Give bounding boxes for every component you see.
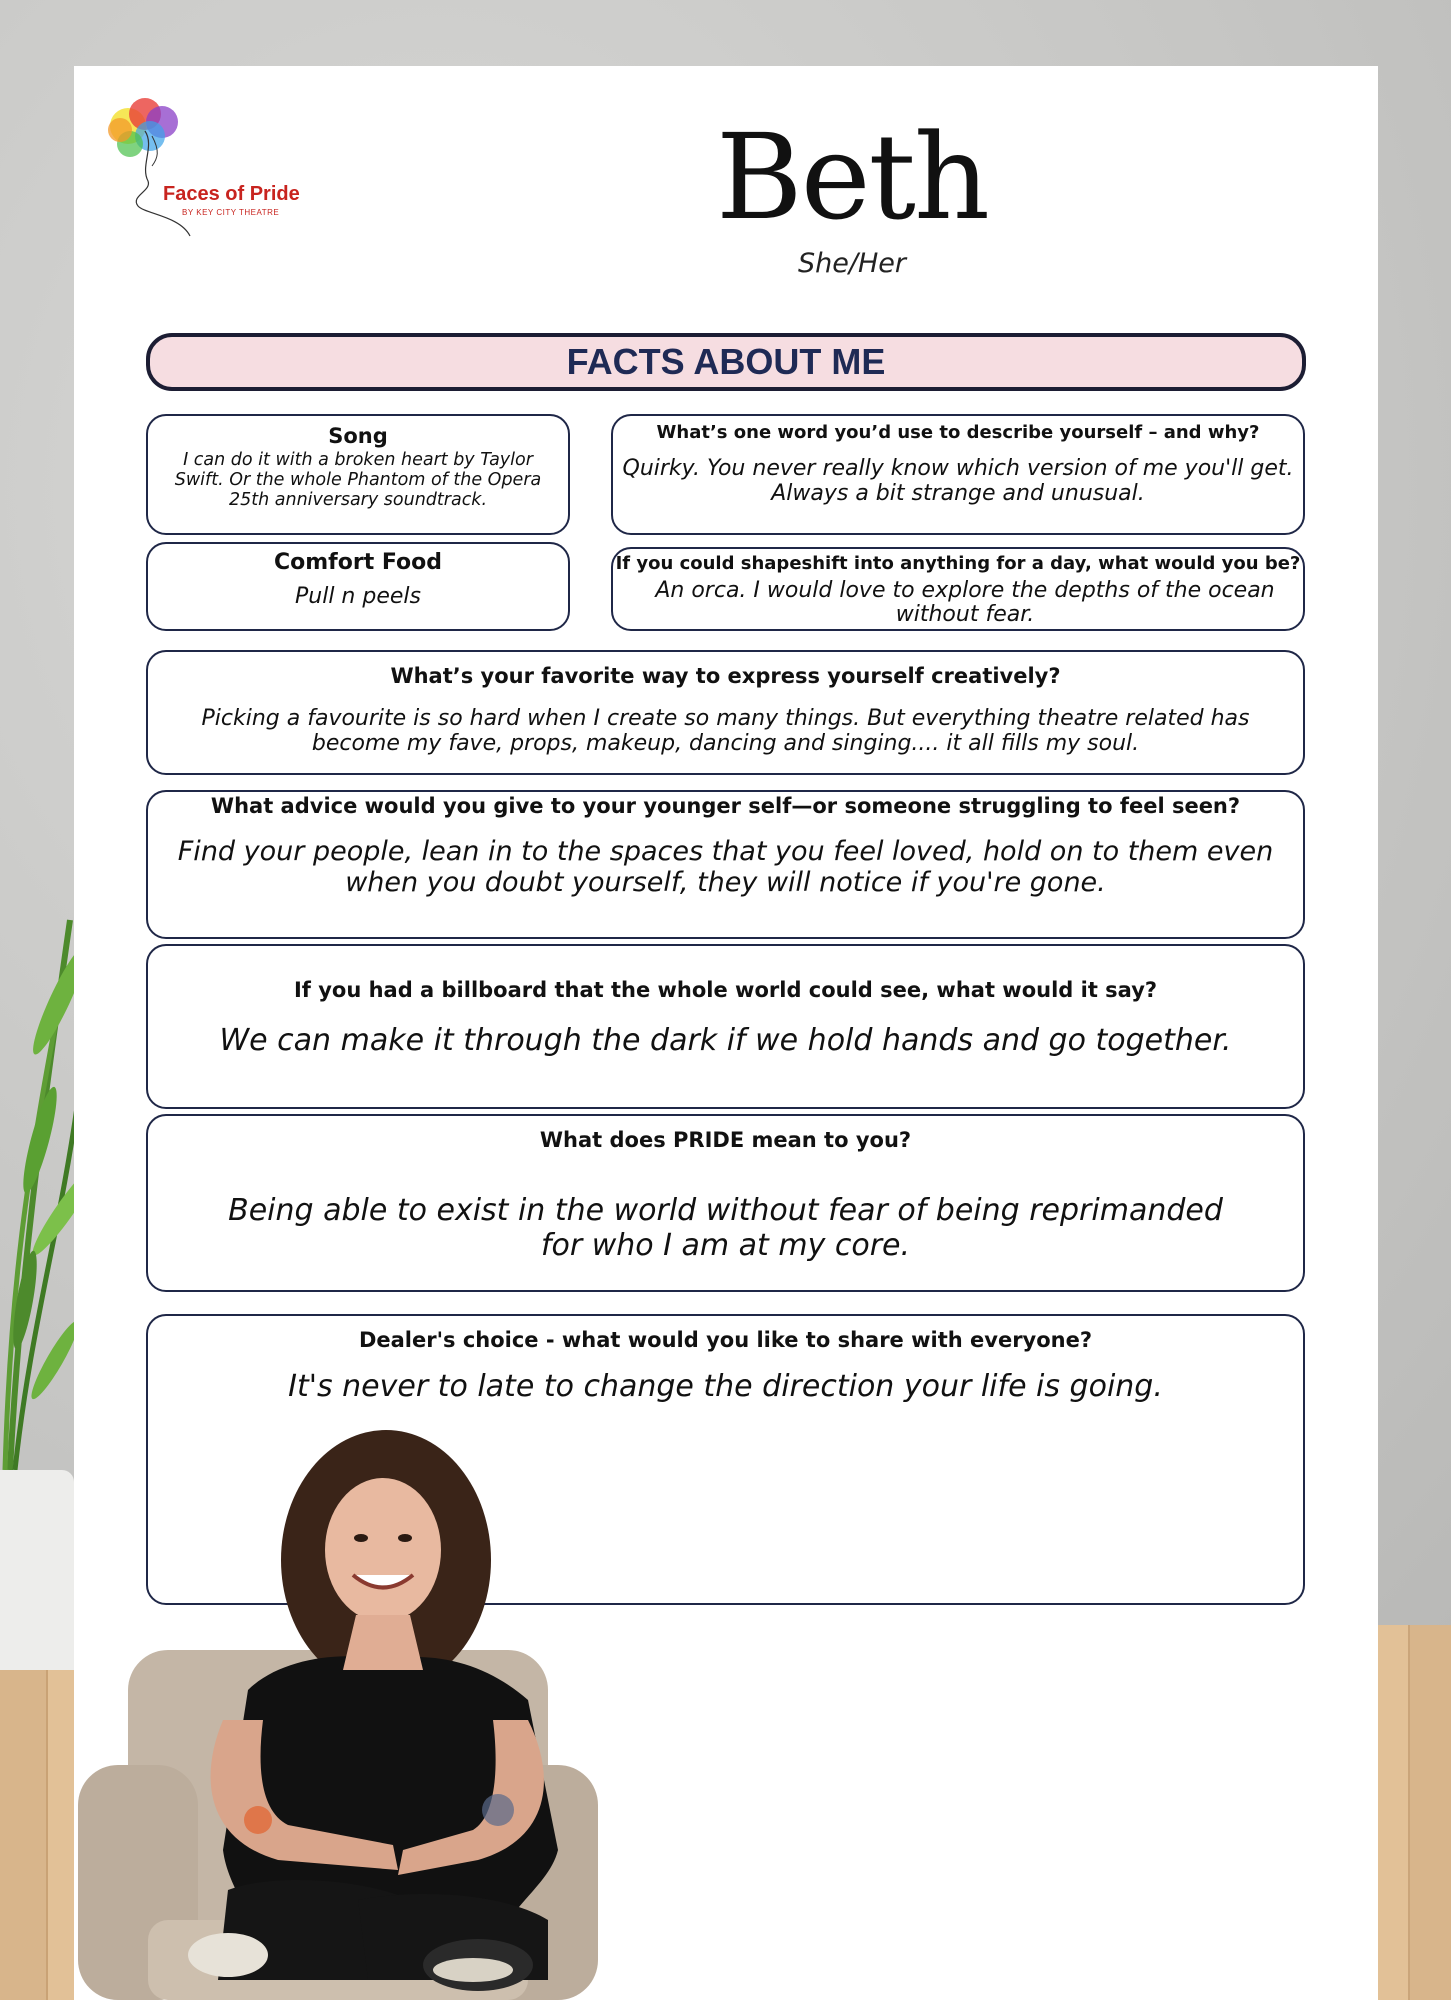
- one-word-box: [611, 414, 1305, 535]
- one-word-answer: Quirky. You never really know which version of me you'll get. Always a bit strange and unusual.: [622, 456, 1294, 507]
- pride-box: [146, 1114, 1305, 1292]
- plant-pot: [0, 1470, 74, 1670]
- creative-question: What’s your favorite way to express yourself creatively?: [390, 664, 1061, 688]
- shapeshift-answer: An orca. I would love to explore the depths of the ocean without fear.: [655, 578, 1275, 628]
- song-answer: I can do it with a broken heart by Taylor Swift. Or the whole Phantom of the Opera 25th anniversary soundtrack.: [174, 450, 542, 511]
- creative-box: [146, 650, 1305, 775]
- dealers-choice-question: Dealer's choice - what would you like to share with everyone?: [358, 1328, 1093, 1352]
- logo-subtitle: BY KEY CITY THEATRE: [182, 208, 280, 217]
- advice-box: [146, 790, 1305, 939]
- song-box: [146, 414, 570, 535]
- plant-leaves: [0, 880, 80, 1480]
- song-label: Song: [328, 424, 388, 448]
- comfort-food-box: [146, 542, 570, 631]
- billboard-box: [146, 944, 1305, 1109]
- profile-name: Beth: [716, 108, 988, 246]
- billboard-question: If you had a billboard that the whole world could see, what would it say?: [293, 978, 1158, 1002]
- logo-title: Faces of Pride: [163, 183, 300, 205]
- facts-header-title: FACTS ABOUT ME: [566, 341, 886, 382]
- creative-answer: Picking a favourite is so hard when I create so many things. But everything theatre related has become my fave, props, makeup, dancing and singing.... it all fills my soul.: [201, 706, 1250, 757]
- advice-answer: Find your people, lean in to the spaces that you feel loved, hold on to them even when you doubt yourself, they will notice if you're gone.: [177, 836, 1274, 899]
- facts-header-bar: [146, 333, 1306, 391]
- dealers-choice-answer: It's never to late to change the direction your life is going.: [288, 1369, 1163, 1404]
- shapeshift-question: If you could shapeshift into anything for a day, what would you be?: [615, 553, 1301, 574]
- pride-answer: Being able to exist in the world without fear of being reprimanded for who I am at my core.: [228, 1193, 1223, 1263]
- comfort-food-answer: Pull n peels: [295, 584, 421, 609]
- comfort-food-label: Comfort Food: [273, 550, 442, 575]
- profile-pronouns: She/Her: [798, 248, 906, 279]
- pride-question: What does PRIDE mean to you?: [539, 1128, 912, 1152]
- billboard-answer: We can make it through the dark if we hold hands and go together.: [219, 1023, 1232, 1058]
- advice-question: What advice would you give to your younger self—or someone struggling to feel seen?: [210, 794, 1241, 818]
- shapeshift-box: [611, 547, 1305, 631]
- portrait-photo: [78, 1420, 718, 2000]
- one-word-question: What’s one word you’d use to describe yourself – and why?: [656, 422, 1260, 443]
